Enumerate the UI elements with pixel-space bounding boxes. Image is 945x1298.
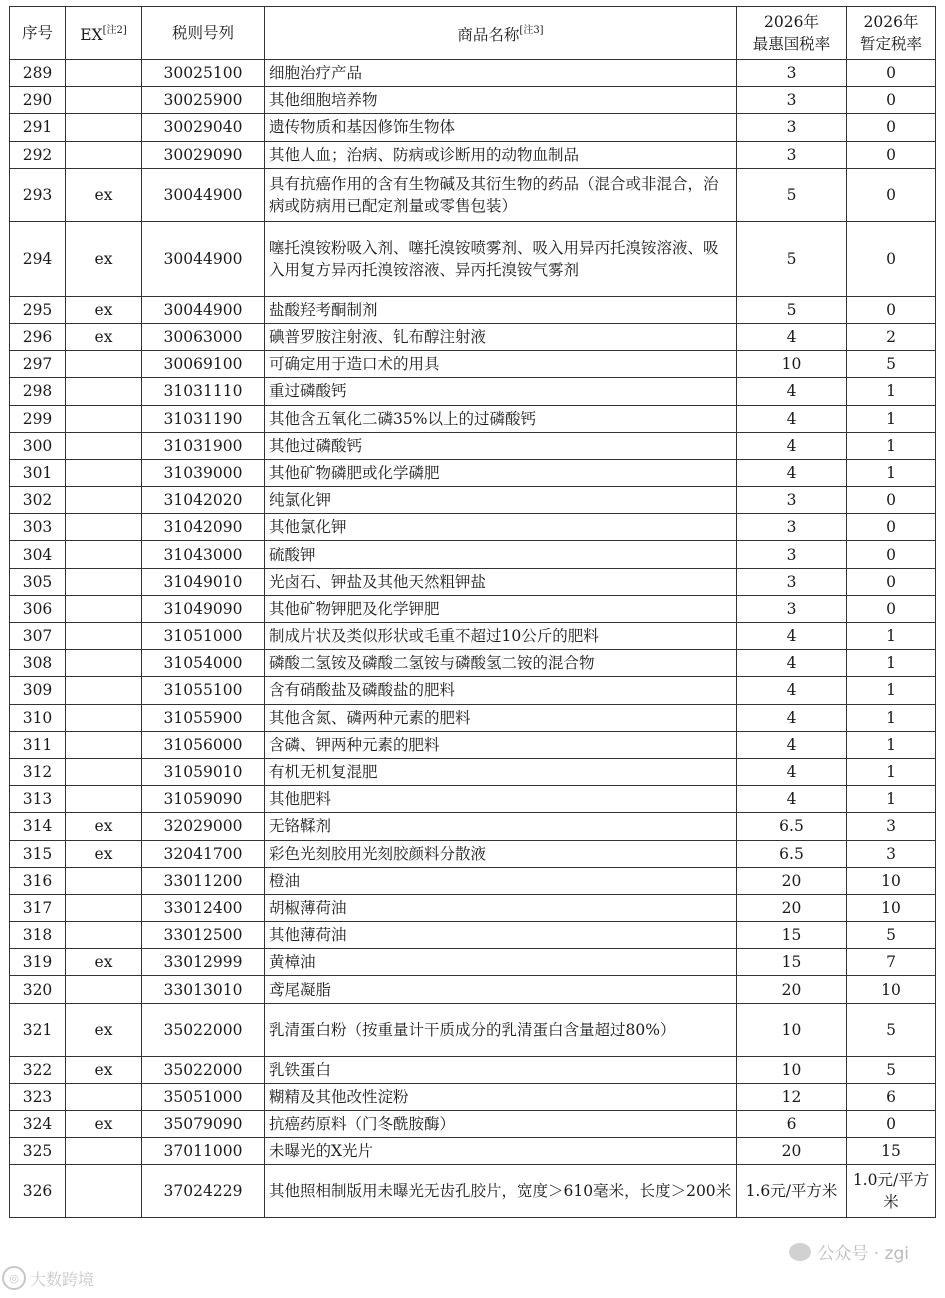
cell-provisional-rate: 5 xyxy=(847,1003,936,1056)
cell-name: 其他薄荷油 xyxy=(265,922,737,949)
table-row xyxy=(10,704,936,731)
header-provisional-rate: 2026年 暂定税率 xyxy=(847,7,936,60)
table-row xyxy=(10,976,936,1003)
cell-code: 30069100 xyxy=(142,351,265,378)
table-row xyxy=(10,351,936,378)
cell-mfn-rate: 20 xyxy=(737,894,847,921)
cell-name: 含有硝酸盐及磷酸盐的肥料 xyxy=(265,677,737,704)
cell-seq: 320 xyxy=(10,976,66,1003)
cell-name: 纯氯化钾 xyxy=(265,487,737,514)
cell-code: 30063000 xyxy=(142,323,265,350)
cell-mfn-rate: 6.5 xyxy=(737,840,847,867)
cell-ex xyxy=(66,60,142,87)
cell-ex: ex xyxy=(66,1003,142,1056)
table-row xyxy=(10,1056,936,1083)
cell-provisional-rate: 0 xyxy=(847,595,936,622)
cell-provisional-rate: 15 xyxy=(847,1138,936,1165)
header-ex-note: [注2] xyxy=(102,25,127,36)
cell-name: 细胞治疗产品 xyxy=(265,60,737,87)
cell-seq: 293 xyxy=(10,168,66,221)
cell-seq: 318 xyxy=(10,922,66,949)
cell-seq: 312 xyxy=(10,758,66,785)
cell-seq: 305 xyxy=(10,568,66,595)
cell-name: 橙油 xyxy=(265,867,737,894)
table-row xyxy=(10,677,936,704)
cell-code: 30029090 xyxy=(142,141,265,168)
cell-mfn-rate: 10 xyxy=(737,1003,847,1056)
cell-code: 31031110 xyxy=(142,378,265,405)
cell-ex xyxy=(66,595,142,622)
cell-seq: 321 xyxy=(10,1003,66,1056)
cell-seq: 323 xyxy=(10,1083,66,1110)
cell-name: 其他含氮、磷两种元素的肥料 xyxy=(265,704,737,731)
header-ex: EX[注2] xyxy=(66,7,142,60)
cell-name: 其他细胞培养物 xyxy=(265,87,737,114)
cell-ex xyxy=(66,650,142,677)
cell-provisional-rate: 3 xyxy=(847,840,936,867)
cell-ex: ex xyxy=(66,221,142,296)
cell-provisional-rate: 10 xyxy=(847,894,936,921)
cell-mfn-rate: 15 xyxy=(737,922,847,949)
cell-ex: ex xyxy=(66,813,142,840)
cell-seq: 307 xyxy=(10,623,66,650)
cell-code: 31056000 xyxy=(142,731,265,758)
cell-provisional-rate: 0 xyxy=(847,60,936,87)
cell-mfn-rate: 3 xyxy=(737,87,847,114)
cell-seq: 299 xyxy=(10,405,66,432)
cell-code: 31055100 xyxy=(142,677,265,704)
table-row xyxy=(10,1083,936,1110)
cell-code: 30025900 xyxy=(142,87,265,114)
cell-provisional-rate: 0 xyxy=(847,514,936,541)
table-row xyxy=(10,432,936,459)
cell-seq: 314 xyxy=(10,813,66,840)
cell-ex xyxy=(66,1083,142,1110)
cell-name: 其他含五氧化二磷35%以上的过磷酸钙 xyxy=(265,405,737,432)
cell-code: 30044900 xyxy=(142,296,265,323)
cell-ex xyxy=(66,922,142,949)
cell-mfn-rate: 15 xyxy=(737,949,847,976)
cell-seq: 292 xyxy=(10,141,66,168)
cell-ex xyxy=(66,487,142,514)
cell-ex: ex xyxy=(66,296,142,323)
cell-ex xyxy=(66,704,142,731)
cell-code: 31039000 xyxy=(142,459,265,486)
cell-name: 乳清蛋白粉（按重量计干质成分的乳清蛋白含量超过80%） xyxy=(265,1003,737,1056)
cell-mfn-rate: 20 xyxy=(737,976,847,1003)
table-row xyxy=(10,168,936,221)
cell-code: 37024229 xyxy=(142,1165,265,1218)
cell-ex xyxy=(66,541,142,568)
cell-seq: 295 xyxy=(10,296,66,323)
cell-code: 35079090 xyxy=(142,1111,265,1138)
cell-name: 遗传物质和基因修饰生物体 xyxy=(265,114,737,141)
watermark-logo-icon: ◎ xyxy=(2,1266,26,1290)
table-row xyxy=(10,867,936,894)
cell-seq: 313 xyxy=(10,786,66,813)
table-row xyxy=(10,459,936,486)
cell-seq: 322 xyxy=(10,1056,66,1083)
table-row xyxy=(10,623,936,650)
cell-name: 碘普罗胺注射液、钆布醇注射液 xyxy=(265,323,737,350)
cell-ex xyxy=(66,378,142,405)
cell-ex xyxy=(66,677,142,704)
cell-seq: 291 xyxy=(10,114,66,141)
cell-provisional-rate: 1 xyxy=(847,650,936,677)
cell-mfn-rate: 10 xyxy=(737,1056,847,1083)
cell-mfn-rate: 3 xyxy=(737,514,847,541)
cell-name: 其他矿物钾肥及化学钾肥 xyxy=(265,595,737,622)
cell-name: 抗癌药原料（门冬酰胺酶） xyxy=(265,1111,737,1138)
cell-mfn-rate: 4 xyxy=(737,378,847,405)
cell-mfn-rate: 4 xyxy=(737,731,847,758)
cell-name: 硫酸钾 xyxy=(265,541,737,568)
table-row xyxy=(10,1165,936,1218)
cell-code: 32029000 xyxy=(142,813,265,840)
cell-ex xyxy=(66,514,142,541)
cell-ex xyxy=(66,87,142,114)
table-row xyxy=(10,595,936,622)
cell-provisional-rate: 1 xyxy=(847,786,936,813)
cell-provisional-rate: 6 xyxy=(847,1083,936,1110)
cell-ex: ex xyxy=(66,949,142,976)
cell-code: 31049010 xyxy=(142,568,265,595)
table-row xyxy=(10,221,936,296)
cell-mfn-rate: 4 xyxy=(737,650,847,677)
cell-ex xyxy=(66,976,142,1003)
cell-provisional-rate: 1 xyxy=(847,623,936,650)
cell-ex xyxy=(66,623,142,650)
cell-seq: 315 xyxy=(10,840,66,867)
cell-mfn-rate: 3 xyxy=(737,60,847,87)
cell-provisional-rate: 0 xyxy=(847,296,936,323)
table-row xyxy=(10,758,936,785)
cell-seq: 297 xyxy=(10,351,66,378)
cell-ex xyxy=(66,786,142,813)
cell-mfn-rate: 4 xyxy=(737,677,847,704)
cell-seq: 309 xyxy=(10,677,66,704)
cell-name: 鸢尾凝脂 xyxy=(265,976,737,1003)
cell-name: 彩色光刻胶用光刻胶颜料分散液 xyxy=(265,840,737,867)
cell-provisional-rate: 3 xyxy=(847,813,936,840)
cell-code: 30044900 xyxy=(142,221,265,296)
cell-code: 31042020 xyxy=(142,487,265,514)
cell-mfn-rate: 4 xyxy=(737,704,847,731)
table-row xyxy=(10,114,936,141)
cell-seq: 316 xyxy=(10,867,66,894)
cell-seq: 319 xyxy=(10,949,66,976)
cell-code: 35051000 xyxy=(142,1083,265,1110)
cell-seq: 290 xyxy=(10,87,66,114)
cell-seq: 317 xyxy=(10,894,66,921)
cell-provisional-rate: 0 xyxy=(847,87,936,114)
cell-mfn-rate: 4 xyxy=(737,323,847,350)
header-code: 税则号列 xyxy=(142,7,265,60)
cell-seq: 289 xyxy=(10,60,66,87)
cell-ex: ex xyxy=(66,168,142,221)
cell-name: 其他照相制版用未曝光无齿孔胶片，宽度＞610毫米，长度＞200米 xyxy=(265,1165,737,1218)
cell-provisional-rate: 1 xyxy=(847,378,936,405)
cell-code: 33012999 xyxy=(142,949,265,976)
cell-name: 制成片状及类似形状或毛重不超过10公斤的肥料 xyxy=(265,623,737,650)
watermark-right xyxy=(789,1239,909,1264)
cell-ex xyxy=(66,1165,142,1218)
table-row xyxy=(10,813,936,840)
cell-mfn-rate: 4 xyxy=(737,786,847,813)
cell-name: 乳铁蛋白 xyxy=(265,1056,737,1083)
cell-code: 31031900 xyxy=(142,432,265,459)
cell-name: 胡椒薄荷油 xyxy=(265,894,737,921)
cell-ex: ex xyxy=(66,840,142,867)
cell-ex xyxy=(66,731,142,758)
wechat-icon xyxy=(789,1243,811,1261)
cell-ex xyxy=(66,141,142,168)
cell-name: 其他人血；治病、防病或诊断用的动物血制品 xyxy=(265,141,737,168)
cell-seq: 326 xyxy=(10,1165,66,1218)
cell-mfn-rate: 4 xyxy=(737,432,847,459)
cell-mfn-rate: 6.5 xyxy=(737,813,847,840)
cell-mfn-rate: 3 xyxy=(737,595,847,622)
table-row xyxy=(10,731,936,758)
cell-ex xyxy=(66,459,142,486)
cell-mfn-rate: 3 xyxy=(737,541,847,568)
cell-provisional-rate: 5 xyxy=(847,351,936,378)
cell-code: 35022000 xyxy=(142,1003,265,1056)
cell-code: 33012400 xyxy=(142,894,265,921)
cell-code: 30029040 xyxy=(142,114,265,141)
cell-mfn-rate: 3 xyxy=(737,487,847,514)
cell-ex xyxy=(66,867,142,894)
cell-ex xyxy=(66,432,142,459)
cell-ex xyxy=(66,351,142,378)
cell-mfn-rate: 4 xyxy=(737,623,847,650)
cell-name: 噻托溴铵粉吸入剂、噻托溴铵喷雾剂、吸入用异丙托溴铵溶液、吸入用复方异丙托溴铵溶液、异丙托溴铵气雾剂 xyxy=(265,221,737,296)
cell-code: 31043000 xyxy=(142,541,265,568)
header-name: 商品名称[注3] xyxy=(265,7,737,60)
table-row xyxy=(10,894,936,921)
cell-mfn-rate: 6 xyxy=(737,1111,847,1138)
cell-mfn-rate: 5 xyxy=(737,296,847,323)
table-row xyxy=(10,650,936,677)
cell-mfn-rate: 4 xyxy=(737,405,847,432)
cell-mfn-rate: 10 xyxy=(737,351,847,378)
cell-seq: 294 xyxy=(10,221,66,296)
table-row xyxy=(10,296,936,323)
table-row xyxy=(10,87,936,114)
cell-name: 含磷、钾两种元素的肥料 xyxy=(265,731,737,758)
cell-seq: 308 xyxy=(10,650,66,677)
cell-ex xyxy=(66,758,142,785)
table-row xyxy=(10,541,936,568)
cell-code: 31059090 xyxy=(142,786,265,813)
cell-seq: 306 xyxy=(10,595,66,622)
cell-name: 可确定用于造口术的用具 xyxy=(265,351,737,378)
cell-code: 33013010 xyxy=(142,976,265,1003)
cell-mfn-rate: 20 xyxy=(737,867,847,894)
header-row xyxy=(10,7,936,60)
cell-code: 31042090 xyxy=(142,514,265,541)
cell-mfn-rate: 4 xyxy=(737,459,847,486)
cell-seq: 325 xyxy=(10,1138,66,1165)
cell-ex xyxy=(66,1138,142,1165)
cell-ex: ex xyxy=(66,323,142,350)
cell-provisional-rate: 5 xyxy=(847,1056,936,1083)
cell-mfn-rate: 20 xyxy=(737,1138,847,1165)
watermark-left-text: 大数跨境 xyxy=(30,1269,95,1289)
cell-provisional-rate: 0 xyxy=(847,141,936,168)
cell-provisional-rate: 1 xyxy=(847,677,936,704)
table-row xyxy=(10,922,936,949)
cell-code: 33011200 xyxy=(142,867,265,894)
cell-code: 31049090 xyxy=(142,595,265,622)
cell-provisional-rate: 0 xyxy=(847,221,936,296)
table-row xyxy=(10,568,936,595)
cell-seq: 324 xyxy=(10,1111,66,1138)
cell-mfn-rate: 3 xyxy=(737,114,847,141)
cell-provisional-rate: 5 xyxy=(847,922,936,949)
cell-mfn-rate: 5 xyxy=(737,168,847,221)
cell-provisional-rate: 2 xyxy=(847,323,936,350)
cell-code: 37011000 xyxy=(142,1138,265,1165)
cell-name: 光卤石、钾盐及其他天然粗钾盐 xyxy=(265,568,737,595)
cell-name: 磷酸二氢铵及磷酸二氢铵与磷酸氢二铵的混合物 xyxy=(265,650,737,677)
table-row xyxy=(10,323,936,350)
cell-provisional-rate: 1 xyxy=(847,704,936,731)
cell-name: 未曝光的X光片 xyxy=(265,1138,737,1165)
cell-ex xyxy=(66,114,142,141)
cell-name: 盐酸羟考酮制剂 xyxy=(265,296,737,323)
cell-provisional-rate: 1 xyxy=(847,459,936,486)
cell-provisional-rate: 10 xyxy=(847,976,936,1003)
cell-mfn-rate: 5 xyxy=(737,221,847,296)
cell-seq: 302 xyxy=(10,487,66,514)
cell-seq: 300 xyxy=(10,432,66,459)
cell-mfn-rate: 3 xyxy=(737,141,847,168)
cell-provisional-rate: 7 xyxy=(847,949,936,976)
cell-mfn-rate: 3 xyxy=(737,568,847,595)
table-row xyxy=(10,487,936,514)
header-seq: 序号 xyxy=(10,7,66,60)
table-body xyxy=(10,60,936,1218)
cell-name: 黄樟油 xyxy=(265,949,737,976)
cell-name: 其他肥料 xyxy=(265,786,737,813)
cell-name: 重过磷酸钙 xyxy=(265,378,737,405)
cell-ex xyxy=(66,894,142,921)
table-row xyxy=(10,60,936,87)
cell-code: 31055900 xyxy=(142,704,265,731)
cell-seq: 301 xyxy=(10,459,66,486)
cell-ex xyxy=(66,405,142,432)
cell-mfn-rate: 12 xyxy=(737,1083,847,1110)
cell-provisional-rate: 0 xyxy=(847,487,936,514)
cell-code: 31031190 xyxy=(142,405,265,432)
cell-name: 其他矿物磷肥或化学磷肥 xyxy=(265,459,737,486)
cell-provisional-rate: 1 xyxy=(847,758,936,785)
tariff-table xyxy=(9,6,936,1218)
cell-provisional-rate: 0 xyxy=(847,114,936,141)
watermark-right-text: 公众号 · zgi xyxy=(817,1244,909,1264)
cell-name: 其他氯化钾 xyxy=(265,514,737,541)
table-row xyxy=(10,378,936,405)
table-row xyxy=(10,514,936,541)
table-row xyxy=(10,405,936,432)
cell-ex: ex xyxy=(66,1056,142,1083)
table-row xyxy=(10,840,936,867)
cell-provisional-rate: 10 xyxy=(847,867,936,894)
cell-provisional-rate: 1 xyxy=(847,731,936,758)
cell-seq: 304 xyxy=(10,541,66,568)
cell-seq: 310 xyxy=(10,704,66,731)
header-name-note: [注3] xyxy=(519,25,544,36)
cell-provisional-rate: 0 xyxy=(847,568,936,595)
cell-provisional-rate: 1 xyxy=(847,405,936,432)
cell-ex: ex xyxy=(66,1111,142,1138)
cell-code: 30025100 xyxy=(142,60,265,87)
table-row xyxy=(10,141,936,168)
cell-name: 糊精及其他改性淀粉 xyxy=(265,1083,737,1110)
cell-mfn-rate: 1.6元/平方米 xyxy=(737,1165,847,1218)
cell-mfn-rate: 4 xyxy=(737,758,847,785)
cell-name: 有机无机复混肥 xyxy=(265,758,737,785)
cell-code: 31051000 xyxy=(142,623,265,650)
cell-name: 其他过磷酸钙 xyxy=(265,432,737,459)
cell-name: 具有抗癌作用的含有生物碱及其衍生物的药品（混合或非混合，治病或防病用已配定剂量或零售包装） xyxy=(265,168,737,221)
cell-code: 32041700 xyxy=(142,840,265,867)
cell-name: 无铬鞣剂 xyxy=(265,813,737,840)
cell-provisional-rate: 0 xyxy=(847,541,936,568)
cell-ex xyxy=(66,568,142,595)
cell-provisional-rate: 1 xyxy=(847,432,936,459)
table-row xyxy=(10,1111,936,1138)
cell-seq: 296 xyxy=(10,323,66,350)
watermark-left xyxy=(2,1266,94,1290)
cell-code: 35022000 xyxy=(142,1056,265,1083)
cell-seq: 311 xyxy=(10,731,66,758)
cell-code: 33012500 xyxy=(142,922,265,949)
header-mfn-rate: 2026年 最惠国税率 xyxy=(737,7,847,60)
cell-provisional-rate: 0 xyxy=(847,1111,936,1138)
table-row xyxy=(10,1138,936,1165)
table-row xyxy=(10,1003,936,1056)
table-row xyxy=(10,786,936,813)
cell-code: 31054000 xyxy=(142,650,265,677)
cell-code: 30044900 xyxy=(142,168,265,221)
table-row xyxy=(10,949,936,976)
cell-provisional-rate: 1.0元/平方米 xyxy=(847,1165,936,1218)
cell-code: 31059010 xyxy=(142,758,265,785)
cell-seq: 298 xyxy=(10,378,66,405)
cell-provisional-rate: 0 xyxy=(847,168,936,221)
cell-seq: 303 xyxy=(10,514,66,541)
